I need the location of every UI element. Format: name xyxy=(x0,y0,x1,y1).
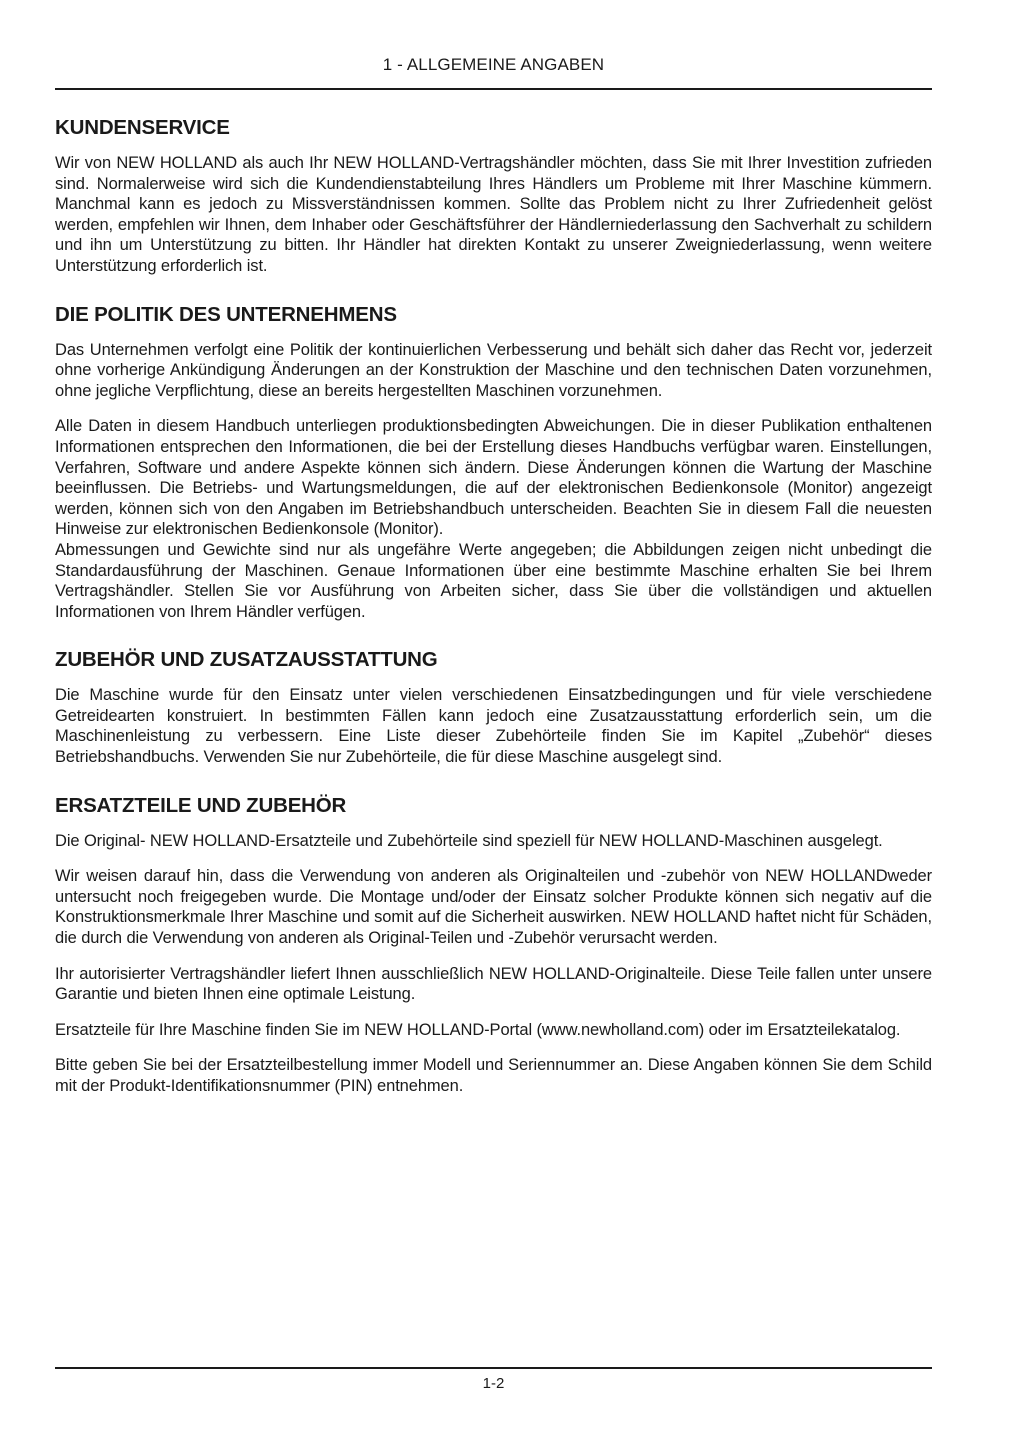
paragraph: Wir weisen darauf hin, dass die Verwendung von anderen als Originalteilen und -zubehör von NEW HOLLANDweder untersucht noch freigegeben wurde. Die Montage und/oder der Einsatz solcher Produkte können sich negativ auf die Konstruktionsmerkmale Ihrer Maschine und somit auf die Sicherheit auswirken. NEW HOLLAND haftet nicht für Schäden, die durch die Verwendung von anderen als Original-Teilen und -Zubehör verursacht werden. xyxy=(55,867,932,948)
document-section xyxy=(55,115,932,277)
paragraph: Bitte geben Sie bei der Ersatzteilbestellung immer Modell und Seriennummer an. Diese Angaben können Sie dem Schild mit der Produkt-Identifikationsnummer (PIN) entnehmen. xyxy=(55,1056,932,1095)
paragraph: Die Original- NEW HOLLAND-Ersatzteile und Zubehörteile sind speziell für NEW HOLLAND-Maschinen ausgelegt. xyxy=(55,831,883,850)
paragraph: Abmessungen und Gewichte sind nur als ungefähre Werte angegeben; die Abbildungen zeigen nicht unbedingt die Standardausführung der Maschinen. Genaue Informationen über eine bestimmte Maschine erhalten Sie bei Ihrem Vertragshändler. Stellen Sie vor Ausführung von Arbeiten sicher, dass Sie über die vollständigen und aktuellen Informationen von Ihrem Händler verfügen. xyxy=(55,540,932,621)
page-header xyxy=(0,0,1024,90)
section-heading: ZUBEHÖR UND ZUSATZAUSSTATTUNG xyxy=(55,648,438,672)
section-heading: DIE POLITIK DES UNTERNEHMENS xyxy=(55,302,397,326)
footer-rule xyxy=(55,1367,932,1369)
section-heading: ERSATZTEILE UND ZUBEHÖR xyxy=(55,793,347,817)
section-heading: KUNDENSERVICE xyxy=(55,116,230,139)
chapter-header-title: 1 - ALLGEMEINE ANGABEN xyxy=(382,55,605,74)
document-section xyxy=(55,647,932,767)
paragraph: Das Unternehmen verfolgt eine Politik der kontinuierlichen Verbesserung und behält sich daher das Recht vor, jederzeit ohne vorherige Ankündigung Änderungen an der Konstruktion der Maschine und den technischen Daten vorzunehmen, ohne jegliche Verpflichtung, diese an bereits hergestellten Maschinen vorzunehmen. xyxy=(55,340,932,400)
paragraph: Ersatzteile für Ihre Maschine finden Sie im NEW HOLLAND-Portal (www.newholland.com) oder im Ersatzteilekatalog. xyxy=(55,1020,901,1039)
page-content xyxy=(55,115,932,1097)
page-number: 1-2 xyxy=(482,1375,505,1392)
paragraph: Wir von NEW HOLLAND als auch Ihr NEW HOLLAND-Vertragshändler möchten, dass Sie mit Ihrer Investition zufrieden sind. Normalerweise wird sich die Kundendienstabteilung Ihres Händlers um Probleme mit Ihrer Maschine kümmern. Manchmal kann es jedoch zu Missverständnissen kommen. Sollte das Problem nicht zu Ihrer Zufriedenheit gelöst werden, empfehlen wir Ihnen, dem Inhaber oder Geschäftsführer der Händlerniederlassung den Sachverhalt zu schildern und ihn um Unterstützung zu bitten. Ihr Händler hat direkten Kontakt zu unserer Zweigniederlassung, wenn weitere Unterstützung erforderlich ist. xyxy=(55,154,932,275)
paragraph: Die Maschine wurde für den Einsatz unter vielen verschiedenen Einsatzbedingungen und für viele verschiedene Getreidearten konstruiert. In bestimmten Fällen kann jedoch eine Zusatzausstattung erforderlich sein, um die Maschinenleistung zu verbessern. Eine Liste dieser Zubehörteile finden Sie im Kapitel „Zubehör“ dieses Betriebshandbuchs. Verwenden Sie nur Zubehörteile, die für diese Maschine ausgelegt sind. xyxy=(55,686,932,767)
paragraph: Ihr autorisierter Vertragshändler liefert Ihnen ausschließlich NEW HOLLAND-Originalteile. Diese Teile fallen unter unsere Garantie und bieten Ihnen eine optimale Leistung. xyxy=(55,964,932,1004)
document-section xyxy=(55,793,932,1097)
document-section xyxy=(55,302,932,623)
paragraph: Alle Daten in diesem Handbuch unterliegen produktionsbedingten Abweichungen. Die in dieser Publikation enthaltenen Informationen entsprechen den Informationen, die bei der Erstellung dieses Handbuchs verfügbar waren. Einstellungen, Verfahren, Software und andere Aspekte können sich ändern. Diese Änderungen können die Wartung der Maschine beeinflussen. Die Betriebs- und Wartungsmeldungen, die auf der elektronischen Bedienkonsole (Monitor) angezeigt werden, können sich von den Angaben im Betriebshandbuch unterscheiden. Beachten Sie in diesem Fall die neuesten Hinweise zur elektronischen Bedienkonsole (Monitor). xyxy=(55,417,932,539)
header-rule xyxy=(55,88,932,90)
